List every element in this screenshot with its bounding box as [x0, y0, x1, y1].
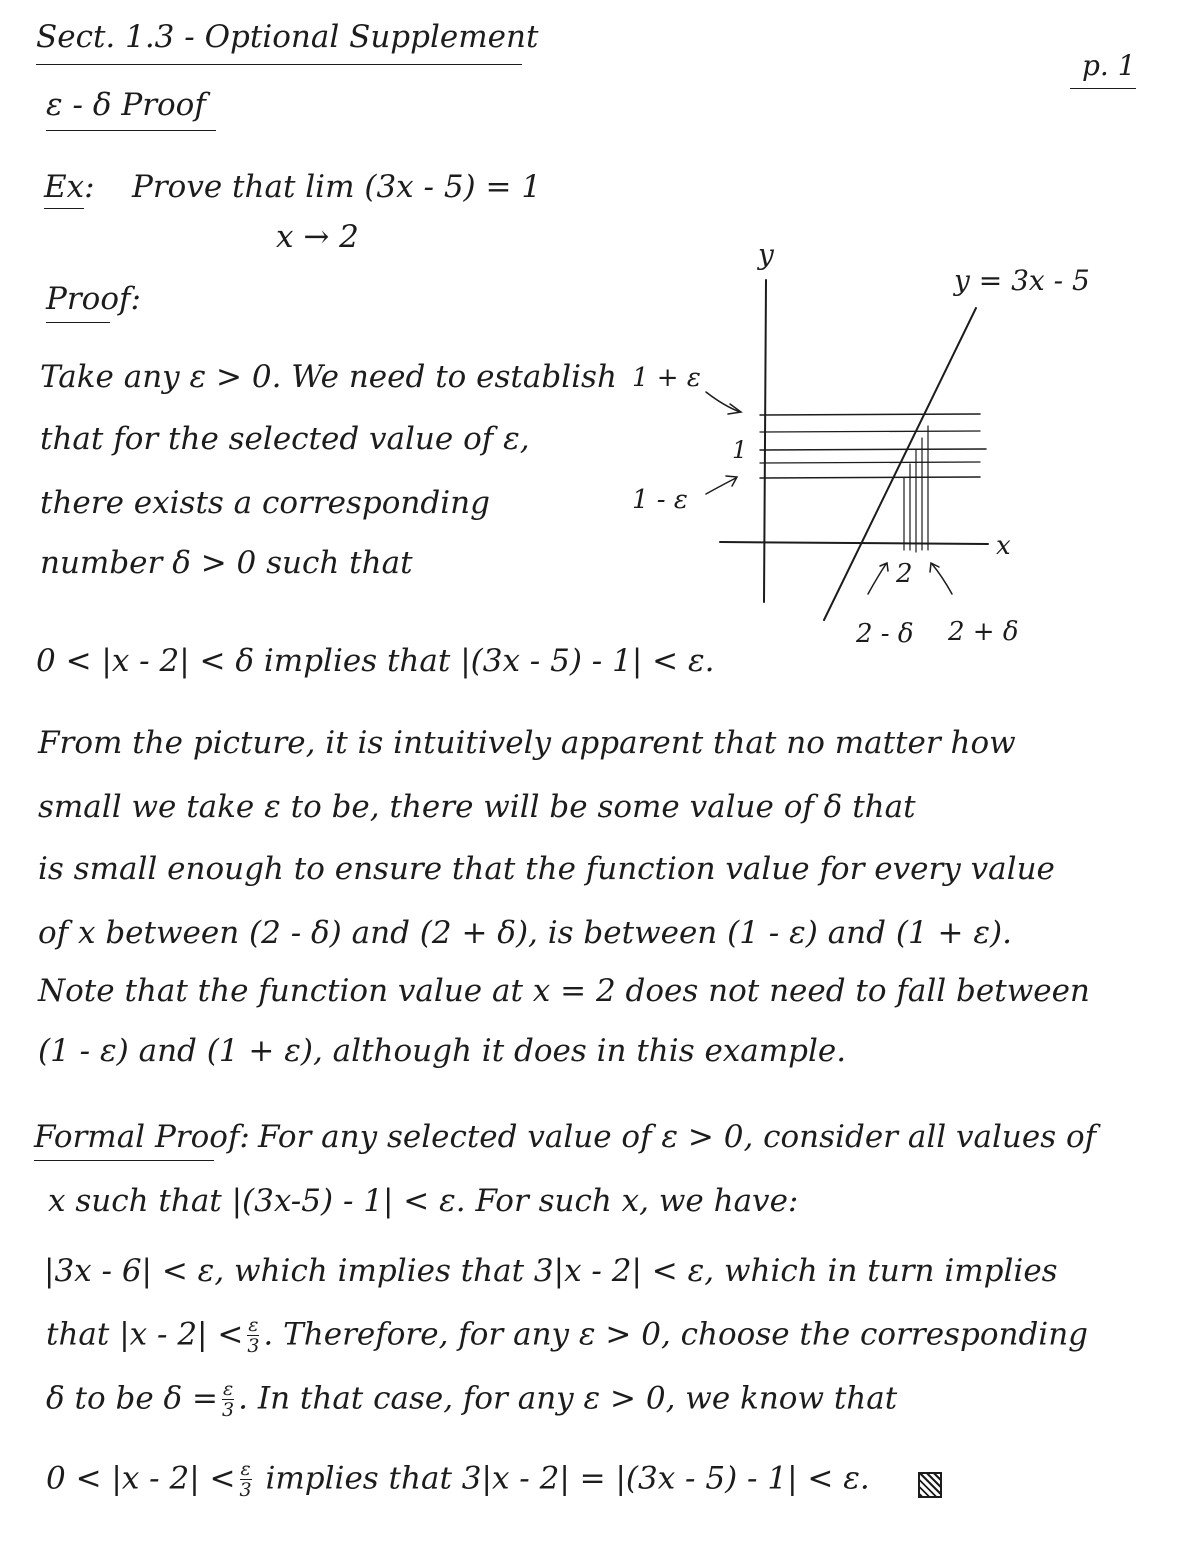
x-right-label: 2 + δ [948, 617, 1019, 647]
formal-line-4-start: that |x - 2| < [46, 1316, 244, 1353]
formal-proof-label-underline [34, 1160, 214, 1161]
fraction-denominator: 3 [247, 1335, 260, 1357]
y-axis [764, 280, 766, 602]
section-title-underline [36, 64, 522, 65]
formal-proof-label: Formal Proof: [34, 1119, 250, 1155]
upper-band-label: 1 + ε [632, 363, 701, 393]
formal-line-6-start: 0 < |x - 2| < [46, 1460, 236, 1497]
x-center-label: 2 [896, 559, 913, 589]
x-axis-label: x [996, 531, 1011, 561]
lower-band-label: 1 - ε [632, 485, 688, 515]
qed-box-icon [918, 1472, 942, 1498]
proof-line: Take any ε > 0. We need to establish [40, 359, 617, 395]
page-number: p. 1 [1082, 49, 1136, 82]
fraction-denominator: 3 [222, 1399, 235, 1421]
formal-line-6 [46, 1460, 870, 1500]
formal-line-4 [46, 1316, 1088, 1356]
one-label: 1 [732, 436, 748, 464]
fraction-numerator: ε [240, 1458, 251, 1480]
epsilon-delta-graph [620, 240, 1140, 660]
formal-line-1: For any selected value of ε > 0, consider all values of [258, 1119, 1097, 1155]
fraction-numerator: ε [222, 1378, 234, 1400]
intuition-line: (1 - ε) and (1 + ε), although it does in this example. [38, 1033, 847, 1069]
section-title: Sect. 1.3 - Optional Supplement [36, 19, 539, 55]
upper-arrow [706, 392, 740, 412]
epsilon-over-three [222, 1380, 234, 1420]
fraction-denominator: 3 [239, 1479, 252, 1501]
band-line-one [760, 449, 986, 450]
example-label-underline [44, 208, 84, 209]
proof-line: number δ > 0 such that [40, 545, 413, 581]
proof-line: that for the selected value of ε, [40, 421, 530, 457]
intuition-line: is small enough to ensure that the function value for every value [38, 851, 1055, 887]
intuition-line: of x between (2 - δ) and (2 + δ), is between (1 - ε) and (1 + ε). [38, 915, 1012, 951]
intuition-line: From the picture, it is intuitively apparent that no matter how [38, 725, 1016, 761]
formal-line-5-start: δ to be δ = [46, 1380, 219, 1417]
band-line [760, 431, 980, 432]
formal-line-5 [46, 1380, 897, 1420]
formal-line-3: |3x - 6| < ε, which implies that 3|x - 2| < ε, which in turn implies [44, 1253, 1058, 1289]
epsilon-over-three [240, 1460, 252, 1500]
right-x-arrow [932, 564, 952, 594]
proof-label: Proof: [46, 281, 141, 317]
example-statement: Prove that lim (3x - 5) = 1 [132, 169, 542, 205]
band-line-lower [760, 477, 980, 478]
formal-line-2: x such that |(3x-5) - 1| < ε. For such x, we have: [48, 1183, 799, 1219]
epsilon-over-three [247, 1316, 259, 1356]
x-left-label: 2 - δ [856, 619, 914, 649]
intuition-line: small we take ε to be, there will be some value of δ that [38, 789, 916, 825]
proof-label-underline [46, 322, 110, 323]
curve-label: y = 3x - 5 [954, 264, 1090, 297]
y-axis-label: y [758, 240, 774, 271]
limit-subscript: x → 2 [276, 219, 359, 255]
band-line [760, 462, 980, 463]
band-line-upper [760, 414, 980, 415]
x-axis [720, 542, 988, 544]
intuition-line: Note that the function value at x = 2 does not need to fall between [38, 973, 1090, 1009]
proof-line: there exists a corresponding [40, 485, 490, 521]
subtitle: ε - δ Proof [46, 87, 206, 123]
fraction-numerator: ε [248, 1314, 259, 1336]
left-x-arrow [868, 564, 886, 594]
page-number-underline [1070, 88, 1136, 89]
subtitle-underline [46, 130, 216, 131]
proof-implication: 0 < |x - 2| < δ implies that |(3x - 5) - 1| < ε. [36, 643, 715, 679]
example-label: Ex: [44, 169, 95, 205]
formal-line-6-end: implies that 3|x - 2| = |(3x - 5) - 1| < ε. [265, 1460, 870, 1497]
formal-line-4-end: . Therefore, for any ε > 0, choose the corresponding [263, 1316, 1089, 1353]
formal-line-5-end: . In that case, for any ε > 0, we know that [238, 1380, 898, 1417]
